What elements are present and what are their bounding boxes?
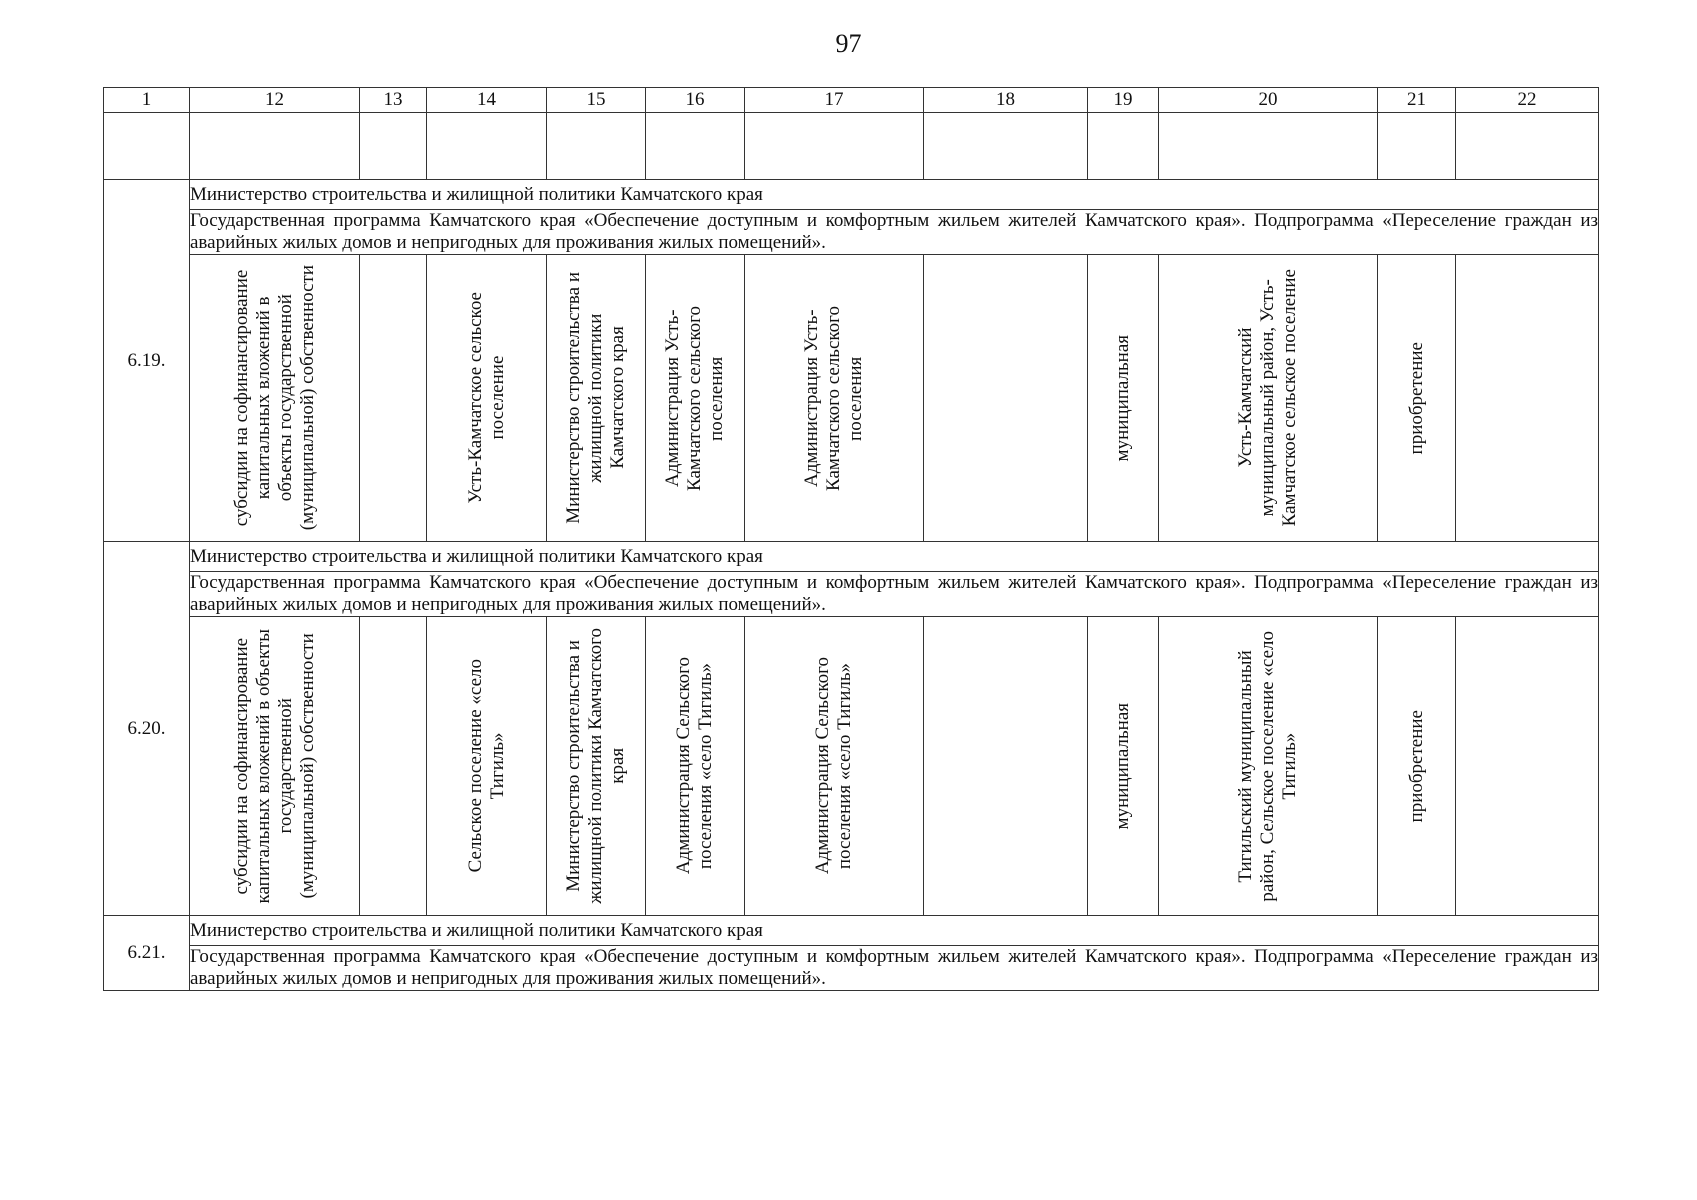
col-22-cell	[1456, 617, 1599, 916]
customer-cell	[745, 617, 924, 916]
program-description: Государственная программа Камчатского края «Обеспечение доступным и комфортным жильем жителей Камчатского края». Подпрограмма «Переселение граждан из аварийных жилых домов и непригодных для проживания жилых помещений».	[190, 946, 1598, 989]
customer-text: Администрация Усть- Камчатского сельского поселения	[801, 305, 866, 491]
settlement-text: Сельское поселение «село Тигиль»	[464, 659, 508, 873]
ministry-cell	[547, 255, 646, 542]
column-header: 17	[745, 88, 924, 113]
detail-row	[104, 255, 1599, 542]
action-cell	[1378, 255, 1456, 542]
customer-cell	[745, 255, 924, 542]
column-header: 18	[924, 88, 1088, 113]
program-description: Государственная программа Камчатского края «Обеспечение доступным и комфортным жильем жителей Камчатского края». Подпрограмма «Переселение граждан из аварийных жилых домов и непригодных для проживания жилых помещений».	[190, 572, 1598, 615]
empty-cell	[1378, 113, 1456, 180]
funding-type-cell	[190, 255, 360, 542]
column-header: 14	[427, 88, 547, 113]
agency-row	[104, 542, 1599, 572]
column-header: 22	[1456, 88, 1599, 113]
column-header: 21	[1378, 88, 1456, 113]
item-number: 6.21.	[104, 916, 190, 991]
empty-cell	[1456, 113, 1599, 180]
agency-row	[104, 916, 1599, 946]
agency-name: Министерство строительства и жилищной политики Камчатского края	[190, 180, 1599, 210]
item-number: 6.20.	[104, 542, 190, 916]
program-row	[104, 572, 1599, 617]
blank-row	[104, 113, 1599, 180]
ownership-cell	[1088, 617, 1159, 916]
ministry-text: Министерство строительства и жилищной политики Камчатского края	[563, 272, 628, 524]
funding-type-text: субсидии на софинансирование капитальных вложений в объекты государственной (муниципальной) собственности	[230, 628, 318, 904]
empty-cell	[1088, 113, 1159, 180]
column-header: 16	[646, 88, 745, 113]
empty-cell	[745, 113, 924, 180]
column-header: 13	[360, 88, 427, 113]
ownership-cell	[1088, 255, 1159, 542]
location-text: Усть-Камчатский муниципальный район, Усть- Камчатское сельское поселение	[1235, 269, 1300, 527]
administration-cell	[646, 617, 745, 916]
column-header-row	[104, 88, 1599, 113]
col-13-cell	[360, 255, 427, 542]
empty-cell	[360, 113, 427, 180]
ownership-text: муниципальная	[1112, 334, 1133, 462]
page-number: 97	[835, 29, 862, 58]
col-18-cell	[924, 255, 1088, 542]
col-18-cell	[924, 617, 1088, 916]
column-header: 15	[547, 88, 646, 113]
item-number: 6.19.	[104, 180, 190, 542]
program-row	[104, 946, 1599, 991]
customer-text: Администрация Сельского поселения «село Тигиль»	[812, 657, 855, 875]
funding-type-text: субсидии на софинансирование капитальных вложений в объекты государственной (муниципальной) собственности	[230, 265, 318, 531]
empty-cell	[924, 113, 1088, 180]
empty-cell	[1159, 113, 1378, 180]
agency-name: Министерство строительства и жилищной политики Камчатского края	[190, 542, 1599, 572]
ministry-cell	[547, 617, 646, 916]
settlement-text: Усть-Камчатское сельское поселение	[464, 292, 508, 504]
ownership-text: муниципальная	[1112, 702, 1133, 830]
action-text: приобретение	[1405, 709, 1427, 823]
ministry-text: Министерство строительства и жилищной политики Камчатского края	[563, 628, 628, 904]
action-text: приобретение	[1405, 341, 1427, 455]
detail-row	[104, 617, 1599, 916]
agency-name: Министерство строительства и жилищной политики Камчатского края	[190, 916, 1599, 946]
administration-text: Администрация Усть- Камчатского сельского поселения	[662, 305, 727, 491]
program-description: Государственная программа Камчатского края «Обеспечение доступным и комфортным жильем жителей Камчатского края». Подпрограмма «Переселение граждан из аварийных жилых домов и непригодных для проживания жилых помещений».	[190, 210, 1598, 253]
administration-cell	[646, 255, 745, 542]
administration-text: Администрация Сельского поселения «село Тигиль»	[673, 657, 716, 875]
column-header: 12	[190, 88, 360, 113]
empty-cell	[190, 113, 360, 180]
col-13-cell	[360, 617, 427, 916]
col-22-cell	[1456, 255, 1599, 542]
column-header: 19	[1088, 88, 1159, 113]
column-header: 20	[1159, 88, 1378, 113]
empty-cell	[427, 113, 547, 180]
settlement-cell	[427, 617, 547, 916]
empty-cell	[646, 113, 745, 180]
settlement-cell	[427, 255, 547, 542]
location-text: Тигильский муниципальный район, Сельское поселение «село Тигиль»	[1235, 630, 1300, 902]
data-table	[103, 87, 1599, 991]
funding-type-cell	[190, 617, 360, 916]
agency-row	[104, 180, 1599, 210]
location-cell	[1159, 255, 1378, 542]
location-cell	[1159, 617, 1378, 916]
empty-cell	[104, 113, 190, 180]
empty-cell	[547, 113, 646, 180]
column-header: 1	[104, 88, 190, 113]
program-row	[104, 210, 1599, 255]
action-cell	[1378, 617, 1456, 916]
